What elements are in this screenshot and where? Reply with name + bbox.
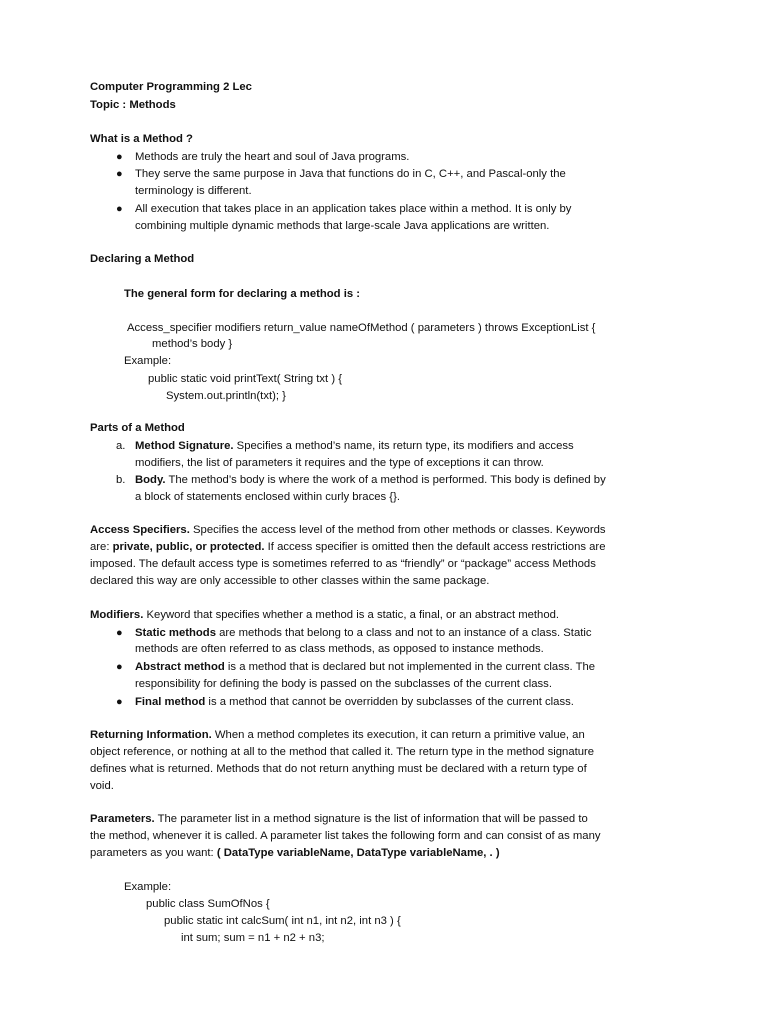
paragraph-line: declared this way are only accessible to other classes within the same package.	[90, 575, 490, 587]
code-line: public class SumOfNos {	[146, 898, 270, 910]
list-item-continuation: methods are often referred to as class methods, as opposed to instance methods.	[135, 643, 544, 655]
list-item: Methods are truly the heart and soul of Java programs.	[135, 151, 410, 163]
paragraph-line: defines what is returned. Methods that do not return anything must be declared with a return type of	[90, 763, 587, 775]
example-label: Example:	[124, 881, 172, 893]
code-line: System.out.println(txt); }	[166, 390, 286, 402]
list-item-continuation: terminology is different.	[135, 185, 252, 197]
bullet-icon: ●	[116, 696, 123, 708]
paragraph-line: are: private, public, or protected. If access specifier is omitted then the default access restrictions are	[90, 541, 606, 553]
list-item-continuation: combining multiple dynamic methods that large-scale Java applications are written.	[135, 220, 550, 232]
code-line: int sum; sum = n1 + n2 + n3;	[181, 932, 325, 944]
declaring-intro: The general form for declaring a method is :	[124, 288, 361, 300]
general-form-line: Access_specifier modifiers return_value nameOfMethod ( parameters ) throws ExceptionList {	[127, 322, 596, 334]
list-marker: b.	[116, 474, 126, 486]
section-heading-parts: Parts of a Method	[90, 422, 185, 434]
list-item: Method Signature. Specifies a method’s name, its return type, its modifiers and access	[135, 440, 574, 452]
list-marker: a.	[116, 440, 126, 452]
bullet-icon: ●	[116, 627, 123, 639]
paragraph-line: Returning Information. When a method completes its execution, it can return a primitive value, an	[90, 729, 585, 741]
list-item: Body. The method’s body is where the work of a method is performed. This body is defined by	[135, 474, 606, 486]
paragraph-line: parameters as you want: ( DataType variableName, DataType variableName, . )	[90, 847, 500, 859]
bullet-icon: ●	[116, 151, 123, 163]
bullet-icon: ●	[116, 203, 123, 215]
topic-title: Topic : Methods	[90, 99, 176, 111]
paragraph-line: Access Specifiers. Specifies the access level of the method from other methods or classes. Keywords	[90, 524, 606, 536]
example-label: Example:	[124, 355, 172, 367]
section-heading-what-is: What is a Method ?	[90, 133, 193, 145]
code-line: public static int calcSum( int n1, int n2, int n3 ) {	[164, 915, 401, 927]
general-form-line: method’s body }	[152, 338, 233, 350]
paragraph-line: object reference, or nothing at all to the method that called it. The return type in the method signature	[90, 746, 595, 758]
paragraph-line: void.	[90, 780, 114, 792]
list-item-continuation: modifiers, the list of parameters it requires and the type of exceptions it can throw.	[135, 457, 544, 469]
section-heading-declaring: Declaring a Method	[90, 253, 195, 265]
course-title: Computer Programming 2 Lec	[90, 81, 252, 93]
bullet-icon: ●	[116, 661, 123, 673]
list-item: Final method is a method that cannot be overridden by subclasses of the current class.	[135, 696, 574, 708]
paragraph-line: Modifiers. Keyword that specifies whether a method is a static, a final, or an abstract method.	[90, 609, 560, 621]
list-item-continuation: a block of statements enclosed within curly braces {}.	[135, 491, 400, 503]
paragraph-line: the method, whenever it is called. A parameter list takes the following form and can consist of as many	[90, 830, 601, 842]
list-item: All execution that takes place in an application takes place within a method. It is only by	[135, 203, 572, 215]
paragraph-line: imposed. The default access type is sometimes referred to as “friendly” or “package” access Methods	[90, 558, 596, 570]
list-item: They serve the same purpose in Java that functions do in C, C++, and Pascal-only the	[135, 168, 566, 180]
list-item-continuation: responsibility for defining the body is passed on the subclasses of the current class.	[135, 678, 552, 690]
list-item: Static methods are methods that belong to a class and not to an instance of a class. Static	[135, 627, 592, 639]
paragraph-line: Parameters. The parameter list in a method signature is the list of information that will be passed to	[90, 813, 588, 825]
bullet-icon: ●	[116, 168, 123, 180]
list-item: Abstract method is a method that is declared but not implemented in the current class. The	[135, 661, 596, 673]
code-line: public static void printText( String txt ) {	[148, 373, 343, 385]
